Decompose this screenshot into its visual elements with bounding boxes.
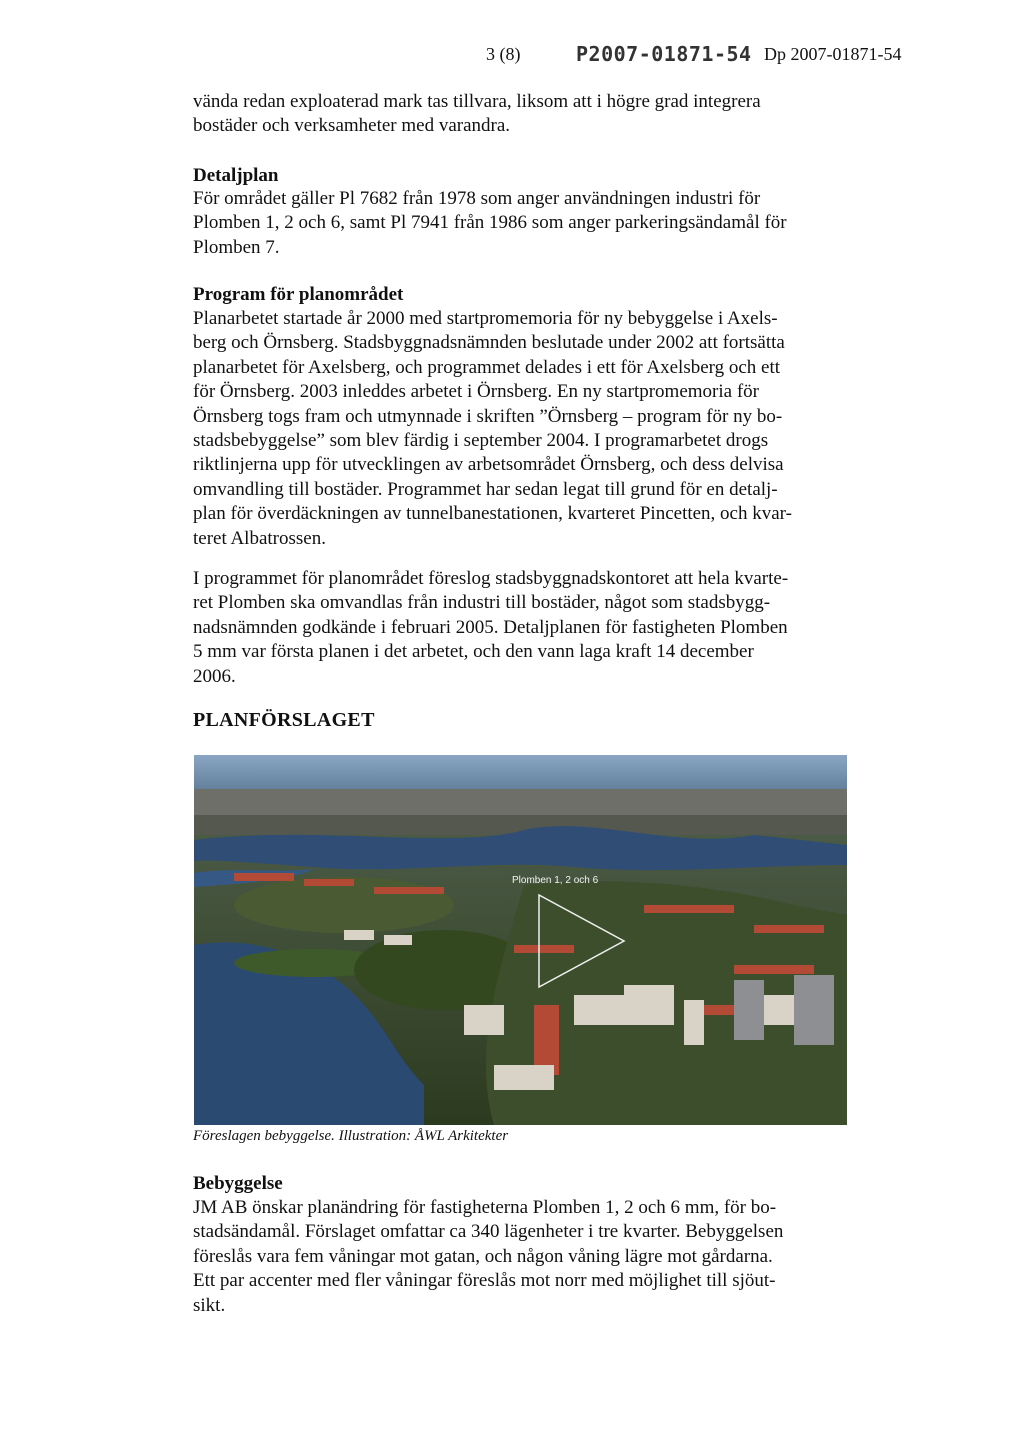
aerial-photo-graphic xyxy=(194,755,847,1125)
detaljplan-heading: Detaljplan xyxy=(193,165,279,186)
text-line: ret Plomben ska omvandlas från industri till bostäder, något som stadsbygg- xyxy=(193,592,771,614)
text-line: För området gäller Pl 7682 från 1978 som anger användningen industri för xyxy=(193,188,761,209)
aerial-illustration xyxy=(194,755,847,1125)
text-line: JM AB önskar planändring för fastigheterna Plomben 1, 2 och 6 mm, för bo- xyxy=(193,1197,777,1218)
text-line: stadsändamål. Förslaget omfattar ca 340 lägenheter i tre kvarter. Bebyggelsen xyxy=(193,1221,784,1243)
text-line: teret Albatrossen. xyxy=(193,527,326,549)
text-line: 5 mm var första planen i det arbetet, och den vann laga kraft 14 december xyxy=(193,641,754,663)
photo-caption: Föreslagen bebyggelse. Illustration: ÅWL Arkitekter xyxy=(193,1128,509,1144)
text-line: Plomben 7. xyxy=(193,236,280,258)
text-line: planarbetet för Axelsberg, och programmet delades i ett för Axelsberg och ett xyxy=(193,356,781,378)
text-line: vända redan exploaterad mark tas tillvara, liksom att i högre grad integrera xyxy=(193,91,761,112)
section-title-planforslaget: PLANFÖRSLAGET xyxy=(193,709,375,731)
text-line: Planarbetet startade år 2000 med startpromemoria för ny bebyggelse i Axels- xyxy=(193,308,778,329)
text-line: Ett par accenter med fler våningar föreslås mot norr med möjlighet till sjöut- xyxy=(193,1270,776,1292)
diary-number: Dp 2007-01871-54 xyxy=(764,44,902,64)
program-paragraph-2 xyxy=(193,567,843,689)
text-line: berg och Örnsberg. Stadsbyggnadsnämnden beslutade under 2002 att fortsätta xyxy=(193,332,785,354)
page-number: 3 (8) xyxy=(486,44,521,64)
bebyggelse-heading: Bebyggelse xyxy=(193,1173,283,1194)
text-line: för Örnsberg. 2003 inleddes arbetet i Örnsberg. En ny startpromemoria för xyxy=(193,381,759,403)
text-line: nadsnämnden godkände i februari 2005. Detaljplanen för fastigheten Plomben xyxy=(193,616,788,638)
text-line: Örnsberg togs fram och utmynnade i skriften ”Örnsberg – program för ny bo- xyxy=(193,405,783,427)
detaljplan-paragraph xyxy=(193,187,843,260)
text-line: 2006. xyxy=(193,665,236,687)
text-line: föreslås vara fem våningar mot gatan, och någon våning lägre mot gårdarna. xyxy=(193,1245,773,1267)
program-paragraph xyxy=(193,307,843,551)
text-line: Plomben 1, 2 och 6, samt Pl 7941 från 1986 som anger parkeringsändamål för xyxy=(193,212,787,234)
text-line: riktlinjerna upp för utvecklingen av arbetsområdet Örnsberg, och dess delvisa xyxy=(193,454,784,476)
text-line: sikt. xyxy=(193,1294,226,1316)
bebyggelse-paragraph xyxy=(193,1196,843,1318)
program-heading: Program för planområdet xyxy=(193,284,404,305)
photo-label: Plomben 1, 2 och 6 xyxy=(512,875,599,886)
text-line: stadsbebyggelse” som blev färdig i september 2004. I programarbetet drogs xyxy=(193,430,769,452)
text-line: I programmet för planområdet föreslog stadsbyggnadskontoret att hela kvarte- xyxy=(193,568,789,589)
intro-paragraph xyxy=(193,90,843,139)
text-line: plan för överdäckningen av tunnelbanestationen, kvarteret Pincetten, och kvar- xyxy=(193,503,792,525)
text-line: omvandling till bostäder. Programmet har sedan legat till grund för en detalj- xyxy=(193,478,778,500)
text-line: bostäder och verksamheter med varandra. xyxy=(193,115,511,137)
document-stamp: P2007-01871-54 xyxy=(576,42,752,66)
page-header xyxy=(0,44,1024,72)
